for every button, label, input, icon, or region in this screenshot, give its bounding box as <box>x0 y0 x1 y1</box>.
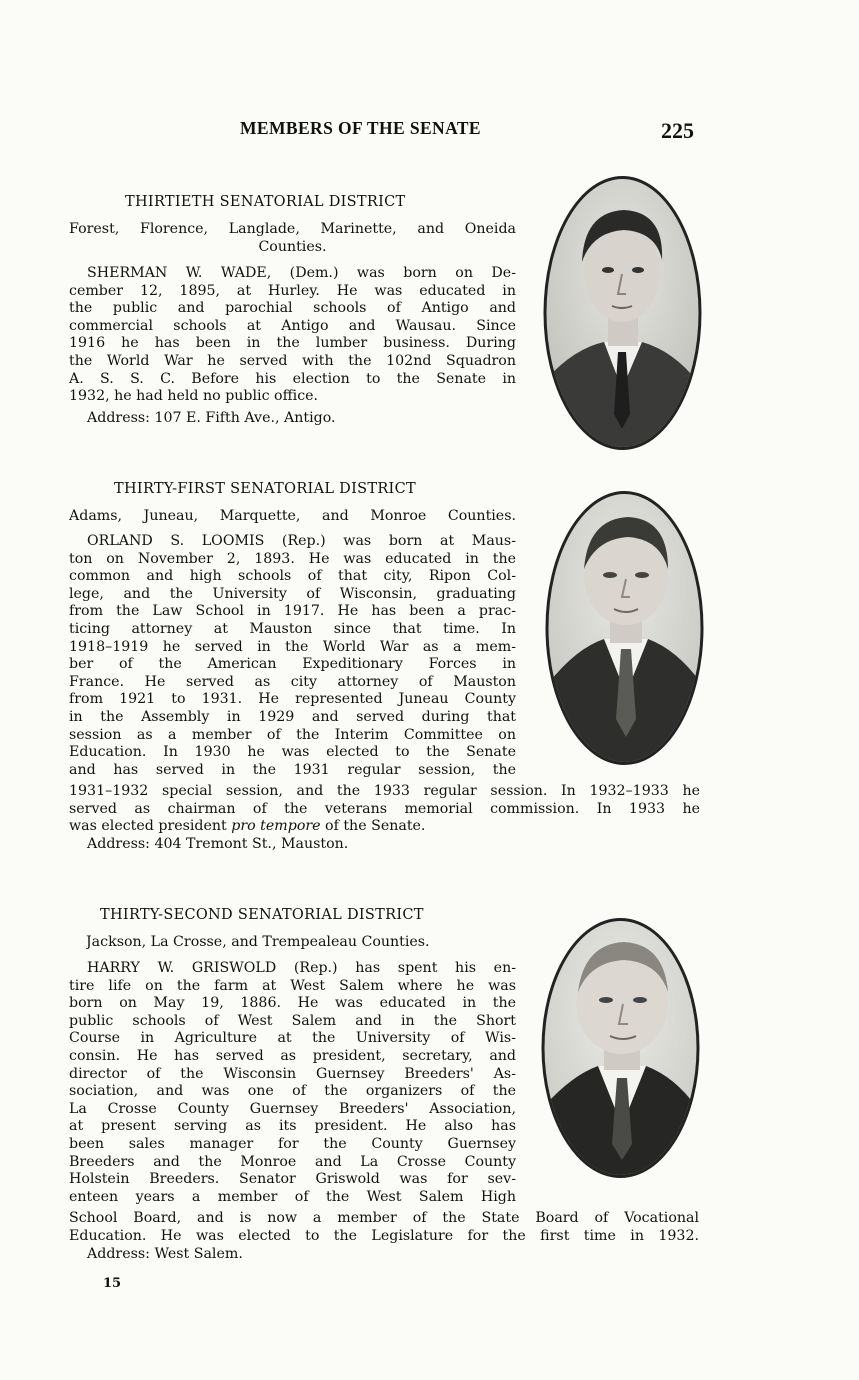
page-number: 225 <box>661 118 694 143</box>
biography-paragraph <box>69 960 516 1206</box>
portrait-sherman-w-wade <box>542 174 703 452</box>
bio-line: the World War he served with the 102nd Squadron <box>69 352 516 369</box>
bio-line: La Crosse County Guernsey Breeders' Association, <box>69 1100 516 1117</box>
bio-line: lege, and the University of Wisconsin, graduating <box>69 585 516 602</box>
bio-line: consin. He has served as president, secretary, and <box>69 1047 516 1064</box>
counties-line: Jackson, La Crosse, and Trempealeau Counties. <box>86 934 430 950</box>
bio-line: commercial schools at Antigo and Wausau. Since <box>69 317 516 334</box>
bio-line: 1932, he had held no public office. <box>69 388 319 405</box>
bio-line: ber of the American Expeditionary Forces in <box>69 656 516 673</box>
district-counties <box>69 508 516 526</box>
bio-line: ton on November 2, 1893. He was educated in the <box>69 550 516 567</box>
portrait-harry-w-griswold <box>540 916 701 1180</box>
bio-line: been sales manager for the County Guernsey <box>69 1135 516 1152</box>
bio-line: and has served in the 1931 regular session, the <box>69 761 516 778</box>
bio-line: from 1921 to 1931. He represented Juneau County <box>69 691 516 708</box>
bio-line: session as a member of the Interim Committee on <box>69 726 516 743</box>
bio-line: France. He served as city attorney of Mauston <box>69 673 516 690</box>
bio-line: Holstein Breeders. Senator Griswold was for sev- <box>69 1171 516 1188</box>
bio-line: common and high schools of that city, Ripon Col- <box>69 568 516 585</box>
bio-line: 1931–1932 special session, and the 1933 regular session. In 1932–1933 he <box>69 783 700 799</box>
bio-italic-text: pro tempore <box>231 818 321 835</box>
signature-mark: 15 <box>103 1276 122 1291</box>
bio-line: Education. He was elected to the Legislature for the first time in 1932. <box>69 1227 699 1244</box>
bio-text: of the Senate. <box>320 818 426 835</box>
address-line: Address: West Salem. <box>87 1246 243 1262</box>
counties-line: Counties. <box>258 238 327 255</box>
bio-line: School Board, and is now a member of the State Board of Vocational <box>69 1210 699 1226</box>
bio-line: tire life on the farm at West Salem where he was <box>69 977 516 994</box>
district-counties <box>86 934 430 952</box>
bio-line: sociation, and was one of the organizers of the <box>69 1083 516 1100</box>
bio-line: HARRY W. GRISWOLD (Rep.) has spent his en- <box>87 960 516 976</box>
bio-line: A. S. S. C. Before his election to the Senate in <box>69 370 516 387</box>
bio-line: SHERMAN W. WADE, (Dem.) was born on De- <box>87 265 516 281</box>
district-counties <box>69 221 516 256</box>
bio-line: the public and parochial schools of Antigo and <box>69 300 516 317</box>
bio-line: enteen years a member of the West Salem High <box>69 1188 516 1205</box>
bio-line: ticing attorney at Mauston since that time. In <box>69 620 516 637</box>
bio-line: director of the Wisconsin Guernsey Breeders' As- <box>69 1065 516 1082</box>
bio-line: Education. In 1930 he was elected to the Senate <box>69 744 516 761</box>
bio-line: cember 12, 1895, at Hurley. He was educated in <box>69 282 516 299</box>
running-header-title: MEMBERS OF THE SENATE <box>240 118 481 138</box>
counties-line: Forest, Florence, Langlade, Marinette, and Oneida <box>69 221 516 237</box>
district-heading: THIRTY-SECOND SENATORIAL DISTRICT <box>100 907 424 923</box>
bio-line: at present serving as its president. He also has <box>69 1118 516 1135</box>
bio-text: was elected president <box>69 818 232 835</box>
bio-line: born on May 19, 1886. He was educated in the <box>69 995 516 1012</box>
address-line: Address: 404 Tremont St., Mauston. <box>87 836 349 852</box>
bio-line: from the Law School in 1917. He has been a prac- <box>69 603 516 620</box>
biography-paragraph-wide <box>69 1210 699 1245</box>
bio-line: public schools of West Salem and in the Short <box>69 1012 516 1029</box>
address-line: Address: 107 E. Fifth Ave., Antigo. <box>87 410 336 426</box>
bio-line: ORLAND S. LOOMIS (Rep.) was born at Maus- <box>87 533 516 549</box>
counties-line: Adams, Juneau, Marquette, and Monroe Counties. <box>69 508 516 524</box>
biography-paragraph <box>69 265 516 406</box>
bio-line: Breeders and the Monroe and La Crosse County <box>69 1153 516 1170</box>
bio-line: in the Assembly in 1929 and served during that <box>69 708 516 725</box>
portrait-orland-s-loomis <box>544 489 705 767</box>
district-heading: THIRTY-FIRST SENATORIAL DISTRICT <box>114 481 416 497</box>
district-heading: THIRTIETH SENATORIAL DISTRICT <box>125 194 406 210</box>
bio-line: served as chairman of the veterans memorial commission. In 1933 he <box>69 800 700 817</box>
biography-paragraph-wide <box>69 783 700 836</box>
bio-line: 1916 he has been in the lumber business. During <box>69 335 516 352</box>
bio-line-last <box>69 818 700 836</box>
biography-paragraph <box>69 533 516 779</box>
bio-line: Course in Agriculture at the University of Wis- <box>69 1030 516 1047</box>
bio-line: 1918–1919 he served in the World War as a mem- <box>69 638 516 655</box>
